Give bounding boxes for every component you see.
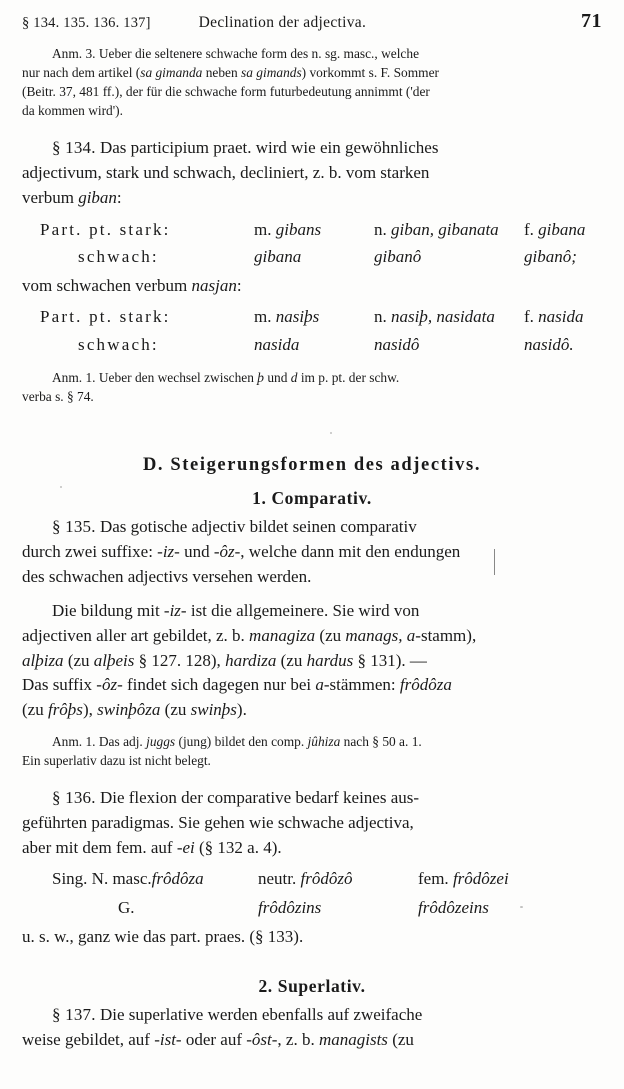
note-italic: sa gimands (241, 65, 302, 81)
form-masc: gibana (254, 247, 302, 267)
section-136-text: (§ 132 a. 4). (194, 837, 282, 857)
para-text: (zu (276, 650, 307, 670)
scan-speck (520, 906, 523, 908)
note-anm-1-a (22, 368, 602, 406)
form-masc: nasiþs (275, 307, 320, 327)
section-135-continued (22, 599, 602, 723)
para-text: (zu (160, 700, 191, 720)
case-label: Sing. N. masc. (52, 869, 152, 889)
paradigm-row-label: schwach: (78, 334, 159, 354)
paradigm-row-label: Part. pt. stark: (40, 307, 171, 327)
form-althiza: alþiza (22, 650, 64, 670)
paradigm-row-label: schwach: (78, 247, 159, 267)
paradigm-neut-cell (258, 866, 418, 895)
para-text: Das suffix (22, 675, 97, 695)
form-fem: gibana (538, 219, 586, 239)
table-row (22, 866, 602, 895)
gender-abbrev: n. (374, 307, 391, 327)
para-text: (zu (315, 625, 346, 645)
form-frodoza: frôdôza (399, 675, 452, 695)
paradigm-neut-cell (374, 244, 524, 272)
note-text: neben (202, 65, 242, 81)
note-text: da kommen wird'). (22, 103, 123, 119)
table-row (22, 217, 602, 245)
section-137-text: weise gebildet, auf (22, 1030, 155, 1050)
note-text: nur nach dem artikel ( (22, 65, 141, 81)
bridge-text: : (236, 275, 242, 295)
section-135-text: Das gotische adjectiv bildet seinen comparativ (99, 517, 417, 537)
page-scan-mark (494, 549, 495, 575)
gender-abbrev: m. (254, 219, 276, 239)
form-neut: gibanô (374, 247, 422, 267)
ending-ei: -ei (176, 837, 195, 857)
form-fem: frôdôzeins (418, 897, 489, 917)
form-juhiza: jûhiza (307, 733, 341, 749)
bridge-nasjan (22, 274, 602, 299)
section-136-text: Die flexion der comparative bedarf keines aus- (99, 788, 420, 807)
form-swinths: swinþs (190, 700, 237, 720)
para-text: ), (82, 700, 98, 720)
form-fem: frôdôzei (452, 869, 509, 889)
form-hardiza: hardiza (225, 650, 277, 670)
para-text: § 131). — (353, 650, 427, 670)
form-hardus: hardus (306, 650, 354, 670)
note-anm-3 (22, 44, 602, 120)
section-135 (22, 515, 602, 589)
gender-abbrev: m. (254, 307, 276, 327)
paradigm-fem-cell (418, 866, 602, 895)
section-136-text: geführten paradigmas. Sie gehen wie schwache adjectiva, (22, 812, 414, 832)
paradigm-row-label: Part. pt. stark: (40, 219, 171, 239)
section-137-text: Die superlative werden ebenfalls auf zweifache (99, 1005, 423, 1025)
closing-136: u. s. w., ganz wie das part. praes. (§ 133). (22, 927, 304, 947)
bridge-text: vom schwachen verbum (22, 275, 192, 295)
paradigm-frodoza (22, 866, 602, 923)
para-text: adjectiven aller art gebildet, z. b. (22, 625, 250, 645)
paradigm-fem-cell (418, 895, 602, 924)
bridge-italic: nasjan (191, 275, 237, 295)
form-masc: frôdôzins (258, 897, 322, 917)
note-label: Anm. 1. (52, 733, 96, 749)
suffix-oz: -ôz- (213, 542, 241, 562)
note-text: (jung) bildet den comp. (175, 733, 308, 749)
paradigm-row-label (22, 866, 258, 895)
suffix-ist: -ist- (154, 1030, 182, 1050)
form-juggs: juggs (146, 733, 176, 749)
suffix-iz: -iz- (163, 600, 187, 620)
note-text: im p. pt. der schw. (297, 370, 400, 386)
section-137 (22, 1003, 602, 1053)
para-text: ). (236, 700, 247, 720)
paradigm-masc-cell (254, 304, 374, 332)
section-number-134: § 134. (52, 138, 96, 158)
gender-abbrev: n. (374, 219, 391, 239)
paradigm-giban (22, 217, 602, 272)
para-text: ist die allgemeinere. Sie wird von (186, 600, 420, 620)
section-136 (22, 786, 602, 860)
paradigm-masc-cell (254, 217, 374, 245)
form-managiza: managiza (249, 625, 316, 645)
heading-superlativ: 2. Superlativ. (258, 976, 366, 997)
gender-abbrev: neutr. (258, 869, 301, 889)
section-134-text: : (116, 187, 122, 207)
running-head-sections: § 134. 135. 136. 137] (22, 15, 151, 31)
section-number-137: § 137. (52, 1005, 96, 1025)
form-managists: managists (318, 1030, 388, 1050)
note-text: Ein superlativ dazu ist nicht belegt. (22, 752, 211, 768)
note-text: Ueber die seltenere schwache form des n. sg. masc., welche (98, 46, 420, 61)
note-text: ) vorkommt s. F. Sommer (301, 65, 439, 81)
paradigm-nasjan (22, 304, 602, 359)
gender-abbrev: f. (524, 307, 539, 327)
table-row (22, 332, 602, 360)
para-text: § 127. 128), (134, 650, 226, 670)
note-italic: þ (257, 370, 264, 386)
scan-speck (330, 432, 332, 434)
section-135-text: des schwachen adjectivs versehen werden. (22, 567, 312, 587)
form-fem: nasida (538, 307, 584, 327)
form-swinthoza: swinþôza (97, 700, 161, 720)
paradigm-row-label: G. (118, 897, 135, 917)
paradigm-neut-cell (374, 304, 524, 332)
note-text: verba s. § 74. (22, 389, 94, 405)
scan-speck (60, 486, 62, 488)
gender-abbrev: fem. (418, 869, 453, 889)
suffix-oz: -ôz- (96, 675, 123, 695)
paradigm-fem-cell (524, 217, 602, 245)
form-neut: frôdôzô (300, 869, 353, 889)
note-text: Ueber den wechsel zwischen (98, 370, 258, 386)
table-row (22, 895, 602, 924)
para-text: (zu (63, 650, 94, 670)
section-137-text: , z. b. (277, 1030, 319, 1050)
section-137-text: (zu (387, 1030, 414, 1050)
heading-steigerungsformen: D. Steigerungsformen des adjectivs. (142, 455, 482, 476)
page-content (22, 44, 602, 1055)
page-number: 71 (581, 10, 602, 32)
section-number-136: § 136. (52, 788, 96, 807)
form-fem: nasidô. (524, 334, 574, 354)
suffix-ost: -ôst- (246, 1030, 278, 1050)
paradigm-masc-cell (254, 244, 374, 272)
section-137-text: oder auf (181, 1030, 247, 1050)
form-masc: gibans (275, 219, 322, 239)
para-text: (zu (22, 700, 48, 720)
form-neut: nasidô (374, 334, 420, 354)
stem-a: a- (315, 675, 330, 695)
note-text: (Beitr. 37, 481 ff.), der für die schwache form futurbedeutung annimmt ('der (22, 84, 430, 100)
section-134-text: verbum (22, 187, 79, 207)
paradigm-fem-cell (524, 304, 602, 332)
note-label: Anm. 3. (52, 46, 96, 61)
form-fem: gibanô; (524, 247, 577, 267)
suffix-iz: -iz- (157, 542, 180, 562)
section-number-135: § 135. (52, 517, 96, 537)
running-head (22, 10, 602, 36)
heading-comparativ: 1. Comparativ. (252, 488, 372, 509)
note-text: nach § 50 a. 1. (340, 733, 422, 749)
form-frothes: frôþs (47, 700, 83, 720)
section-135-text: durch zwei suffixe: (22, 542, 158, 562)
para-text: stämmen: (329, 675, 400, 695)
paradigm-fem-cell (524, 244, 602, 272)
section-134-text: Das participium praet. wird wie ein gewöhnliches (99, 138, 439, 158)
running-head-title: Declination der adjectiva. (198, 14, 367, 31)
section-134-italic: giban (78, 187, 117, 207)
note-anm-1-b (22, 732, 602, 770)
section-134 (22, 136, 602, 210)
section-136-text: aber mit dem fem. auf (22, 837, 177, 857)
form-neut: giban, gibanata (391, 219, 499, 239)
para-text: findet sich dagegen nur bei (122, 675, 316, 695)
form-masc: frôdôza (151, 869, 204, 889)
table-row (22, 304, 602, 332)
section-134-text: adjectivum, stark und schwach, decliniert, z. b. vom starken (22, 162, 430, 182)
form-neut: nasiþ, nasidata (391, 307, 495, 327)
para-text: Die bildung mit (52, 600, 164, 620)
paradigm-neut-cell (374, 332, 524, 360)
note-label: Anm. 1. (52, 370, 96, 386)
table-row (22, 244, 602, 272)
form-masc: nasida (254, 334, 300, 354)
paradigm-masc-cell (254, 332, 374, 360)
note-text: Das adj. (98, 733, 147, 749)
note-text: und (263, 370, 291, 386)
para-text: stamm), (420, 625, 477, 645)
gender-abbrev: f. (524, 219, 539, 239)
paradigm-masc-cell (258, 895, 418, 924)
paradigm-neut-cell (374, 217, 524, 245)
note-italic: sa gimanda (140, 65, 203, 81)
section-135-text: und (179, 542, 214, 562)
section-135-text: , welche dann mit den endungen (240, 542, 461, 562)
form-manags: manags, a- (345, 625, 421, 645)
form-altheis: alþeis (93, 650, 135, 670)
paradigm-fem-cell (524, 332, 602, 360)
note-italic: d (290, 370, 298, 386)
